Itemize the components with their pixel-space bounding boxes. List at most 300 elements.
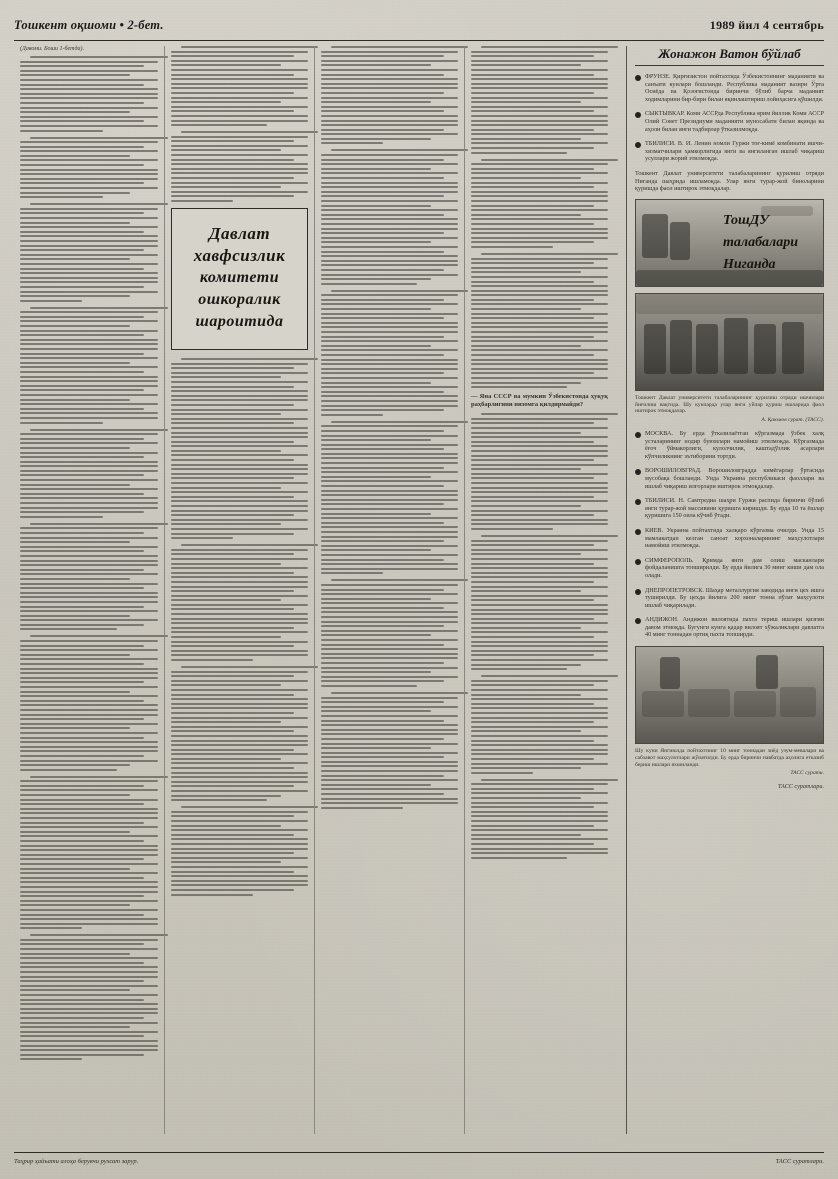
text-line xyxy=(331,579,468,581)
text-line xyxy=(471,721,594,723)
text-line xyxy=(471,349,608,351)
text-line xyxy=(321,345,431,347)
text-line xyxy=(471,152,567,154)
text-line xyxy=(20,380,158,382)
text-line xyxy=(20,989,130,991)
text-line xyxy=(321,513,431,515)
text-line xyxy=(20,858,144,860)
text-line xyxy=(321,503,444,505)
text-line xyxy=(30,523,168,525)
text-line xyxy=(321,706,458,708)
text-line xyxy=(471,581,594,583)
text-column-3 xyxy=(314,46,464,1134)
text-line xyxy=(20,1045,158,1047)
text-line xyxy=(20,709,158,711)
text-line xyxy=(321,64,431,66)
rail-news-list-bottom xyxy=(635,430,824,639)
text-line xyxy=(471,618,594,620)
text-line xyxy=(321,611,458,613)
text-line xyxy=(471,730,581,732)
text-line xyxy=(171,390,308,392)
text-line xyxy=(321,218,458,220)
text-line xyxy=(321,294,458,296)
text-line xyxy=(471,336,594,338)
text-line xyxy=(481,159,618,161)
text-line xyxy=(20,1058,82,1060)
text-line xyxy=(471,510,608,512)
text-line xyxy=(171,712,294,714)
text-line xyxy=(471,788,594,790)
text-line xyxy=(471,848,608,850)
text-line xyxy=(20,1026,130,1028)
text-line xyxy=(471,258,608,260)
text-line xyxy=(471,241,594,243)
caption-credit: А. Қаюмов сурат. (ТАСС). xyxy=(761,417,824,424)
text-line xyxy=(30,307,168,309)
text-line xyxy=(20,649,158,651)
text-line xyxy=(321,154,458,156)
text-line xyxy=(171,586,308,588)
text-line xyxy=(20,399,130,401)
text-line xyxy=(171,432,308,434)
text-line xyxy=(321,386,458,388)
text-line xyxy=(20,881,158,883)
photo-construction xyxy=(635,199,824,287)
text-line xyxy=(471,368,608,370)
text-line xyxy=(20,155,130,157)
text-line xyxy=(321,209,458,211)
text-line xyxy=(171,78,308,80)
text-line xyxy=(171,636,281,638)
text-line xyxy=(20,999,144,1001)
text-line xyxy=(181,46,318,48)
text-line xyxy=(321,453,458,455)
text-line xyxy=(321,676,458,678)
text-line xyxy=(321,710,431,712)
text-paragraph xyxy=(20,56,158,132)
text-line xyxy=(321,340,458,342)
text-line xyxy=(20,672,158,674)
headline-line-3: ошкоралик xyxy=(198,291,281,308)
text-line xyxy=(20,357,158,359)
text-line xyxy=(321,634,431,636)
text-line xyxy=(171,645,294,647)
text-line xyxy=(171,537,233,539)
text-paragraph xyxy=(321,46,458,144)
text-line xyxy=(321,349,458,351)
text-line xyxy=(471,622,608,624)
text-line xyxy=(30,776,168,778)
text-line xyxy=(20,493,144,495)
text-line xyxy=(171,418,308,420)
text-line xyxy=(20,1031,158,1033)
text-line xyxy=(471,78,608,80)
text-line xyxy=(321,205,431,207)
text-line xyxy=(471,505,581,507)
headline-line-2: комитети xyxy=(199,269,280,286)
text-line xyxy=(171,454,308,456)
text-line xyxy=(171,618,308,620)
text-line xyxy=(321,568,458,570)
text-line xyxy=(321,490,458,492)
text-line xyxy=(321,784,431,786)
right-rail xyxy=(626,46,824,1134)
text-line xyxy=(471,802,608,804)
text-line xyxy=(321,313,458,315)
text-line xyxy=(471,142,608,144)
text-line xyxy=(471,445,608,447)
text-paragraph xyxy=(471,675,608,773)
text-line xyxy=(171,182,308,184)
news-head xyxy=(635,587,824,610)
text-line xyxy=(20,74,130,76)
text-paragraph xyxy=(20,429,158,518)
text-line xyxy=(321,494,458,496)
text-line xyxy=(20,918,158,920)
text-line xyxy=(321,395,458,397)
text-line xyxy=(471,553,581,555)
bullet-icon xyxy=(635,75,641,81)
text-line xyxy=(321,177,444,179)
text-line xyxy=(321,467,444,469)
text-line xyxy=(20,527,158,529)
text-line xyxy=(471,138,581,140)
text-line xyxy=(471,749,608,751)
text-line xyxy=(321,264,458,266)
text-line xyxy=(20,1008,158,1010)
text-line xyxy=(20,686,158,688)
text-line xyxy=(321,430,444,432)
news-head xyxy=(635,467,824,490)
rail-agency-credit: ТАСС суратлари. xyxy=(777,783,824,791)
text-line xyxy=(171,781,308,783)
text-line xyxy=(20,507,158,509)
text-line xyxy=(471,468,581,470)
text-paragraph xyxy=(20,523,158,631)
text-line xyxy=(20,923,158,925)
text-line xyxy=(471,459,594,461)
text-line xyxy=(20,760,158,762)
text-line xyxy=(321,51,458,53)
text-line xyxy=(321,195,444,197)
text-line xyxy=(20,502,158,504)
text-line xyxy=(471,133,608,135)
text-line xyxy=(171,523,281,525)
bullet-icon xyxy=(635,112,641,118)
text-line xyxy=(20,628,117,630)
text-line xyxy=(471,308,581,310)
text-line xyxy=(171,87,308,89)
text-line xyxy=(321,715,458,717)
text-line xyxy=(321,476,431,478)
text-line xyxy=(20,295,130,297)
text-line xyxy=(331,149,468,151)
text-line xyxy=(321,724,458,726)
text-line xyxy=(171,671,308,673)
text-line xyxy=(20,789,158,791)
text-line xyxy=(321,563,458,565)
text-line xyxy=(471,386,567,388)
text-line xyxy=(20,826,158,828)
masthead xyxy=(14,18,824,41)
text-line xyxy=(20,845,158,847)
text-line xyxy=(171,477,294,479)
text-line xyxy=(20,65,144,67)
column-2-body-top xyxy=(171,46,308,202)
text-line xyxy=(171,659,253,661)
news-head xyxy=(635,527,824,550)
text-line xyxy=(171,514,294,516)
news-body: ТБИЛИСИ. Н. Самтредиа шаҳри Гуржи распида биринчи бўлиб янги турар-жой массивини қуришга киришди. Бу ерда 10 та ёшлар қуришига 150 оила кўчиб ўтади. xyxy=(645,497,824,520)
text-paragraph xyxy=(171,544,308,661)
text-line xyxy=(20,173,158,175)
text-line xyxy=(321,255,458,257)
text-line xyxy=(471,237,608,239)
text-line xyxy=(471,363,608,365)
text-line xyxy=(321,308,431,310)
caption-credit: ТАСС сурати. xyxy=(790,770,824,777)
text-line xyxy=(471,843,594,845)
text-line xyxy=(321,186,458,188)
text-line xyxy=(321,223,458,225)
text-line xyxy=(171,195,294,197)
text-line xyxy=(321,191,458,193)
text-line xyxy=(471,500,608,502)
text-line xyxy=(20,366,158,368)
text-line xyxy=(20,704,158,706)
bullet-icon xyxy=(635,432,641,438)
text-line xyxy=(171,487,281,489)
text-line xyxy=(20,560,158,562)
text-line xyxy=(171,772,308,774)
text-line xyxy=(471,482,608,484)
text-line xyxy=(471,496,594,498)
text-line xyxy=(321,115,458,117)
text-line xyxy=(20,325,130,327)
text-line xyxy=(20,320,158,322)
text-line xyxy=(171,376,281,378)
text-line xyxy=(171,576,308,578)
text-line xyxy=(20,868,130,870)
text-line xyxy=(321,685,417,687)
text-line xyxy=(20,208,158,210)
text-line xyxy=(321,508,458,510)
text-line xyxy=(321,133,458,135)
text-line xyxy=(171,654,308,656)
text-line xyxy=(321,572,383,574)
text-line xyxy=(471,377,608,379)
text-line xyxy=(471,232,608,234)
text-line xyxy=(471,703,594,705)
text-line xyxy=(171,549,308,551)
text-line xyxy=(471,74,594,76)
text-line xyxy=(20,962,144,964)
text-line xyxy=(471,209,608,211)
text-line xyxy=(20,107,158,109)
text-line xyxy=(471,753,608,755)
text-line xyxy=(20,799,158,801)
text-paragraph xyxy=(321,421,458,575)
text-line xyxy=(471,680,608,682)
text-line xyxy=(20,803,144,805)
text-line xyxy=(171,740,308,742)
text-line xyxy=(471,735,608,737)
text-line xyxy=(321,697,458,699)
text-line xyxy=(471,726,608,728)
text-line xyxy=(20,849,158,851)
bullet-icon xyxy=(635,142,641,148)
footer-left-note: Таҳрир ҳайъати алоҳа берувчи рухсат зарур. xyxy=(14,1157,139,1165)
text-line xyxy=(471,829,608,831)
text-line xyxy=(321,765,458,767)
text-line xyxy=(321,480,458,482)
text-paragraph xyxy=(20,776,158,930)
text-line xyxy=(20,277,158,279)
text-line xyxy=(471,792,608,794)
text-line xyxy=(471,354,594,356)
text-line xyxy=(171,101,281,103)
text-paragraph xyxy=(20,137,158,199)
text-line xyxy=(481,779,618,781)
text-line xyxy=(20,159,158,161)
text-line xyxy=(471,558,608,560)
text-line xyxy=(171,650,308,652)
text-line xyxy=(20,976,158,978)
bullet-icon xyxy=(635,499,641,505)
text-line xyxy=(471,650,608,652)
photo-workers-caption xyxy=(635,395,824,424)
text-line xyxy=(171,83,308,85)
text-line xyxy=(321,414,383,416)
text-line xyxy=(471,567,608,569)
text-line xyxy=(171,519,308,521)
text-line xyxy=(471,783,608,785)
text-line xyxy=(471,563,594,565)
text-line xyxy=(171,422,294,424)
text-line xyxy=(481,413,618,415)
text-line xyxy=(321,589,444,591)
text-line xyxy=(171,191,308,193)
text-line xyxy=(321,522,444,524)
text-line xyxy=(20,645,144,647)
text-line xyxy=(20,417,158,419)
text-line xyxy=(171,505,308,507)
text-line xyxy=(321,168,431,170)
news-item xyxy=(635,557,824,580)
text-line xyxy=(171,482,308,484)
column-4-body xyxy=(471,46,608,859)
text-line xyxy=(321,377,458,379)
text-line xyxy=(20,268,144,270)
text-line xyxy=(471,382,581,384)
text-line xyxy=(471,694,581,696)
text-line xyxy=(321,798,458,800)
text-line xyxy=(321,462,458,464)
text-line xyxy=(471,712,608,714)
text-line xyxy=(171,843,308,845)
text-line xyxy=(471,223,594,225)
text-line xyxy=(171,468,308,470)
news-head xyxy=(635,73,824,103)
text-line xyxy=(321,336,444,338)
text-line xyxy=(471,613,608,615)
text-line xyxy=(20,178,158,180)
text-line xyxy=(171,473,308,475)
text-line xyxy=(171,608,294,610)
text-line xyxy=(171,177,294,179)
text-line xyxy=(171,790,308,792)
text-line xyxy=(471,436,608,438)
text-line xyxy=(20,601,158,603)
text-line xyxy=(471,811,608,813)
text-line xyxy=(471,195,608,197)
text-line xyxy=(171,404,294,406)
text-line xyxy=(171,445,308,447)
text-line xyxy=(171,500,308,502)
text-line xyxy=(171,776,308,778)
text-line xyxy=(20,971,158,973)
text-line xyxy=(20,394,158,396)
text-line xyxy=(20,994,158,996)
text-line xyxy=(171,441,294,443)
text-line xyxy=(471,326,608,328)
text-line xyxy=(20,196,103,198)
text-paragraph xyxy=(171,358,308,539)
text-line xyxy=(321,747,431,749)
text-line xyxy=(321,163,458,165)
text-line xyxy=(20,1049,158,1051)
text-line xyxy=(471,110,594,112)
text-line xyxy=(321,621,458,623)
text-line xyxy=(171,558,308,560)
text-line xyxy=(471,707,608,709)
text-line xyxy=(471,92,594,94)
text-paragraph xyxy=(171,131,308,202)
text-paragraph xyxy=(471,46,608,154)
text-line xyxy=(20,718,144,720)
text-line xyxy=(321,630,458,632)
text-line xyxy=(20,70,158,72)
text-line xyxy=(471,276,608,278)
text-line xyxy=(20,484,130,486)
text-line xyxy=(321,802,458,804)
text-line xyxy=(471,124,608,126)
text-line xyxy=(321,667,458,669)
text-line xyxy=(321,299,444,301)
main-headline xyxy=(171,208,308,350)
text-line xyxy=(321,593,458,595)
text-line xyxy=(321,549,431,551)
text-line xyxy=(171,427,308,429)
text-line xyxy=(171,694,294,696)
text-line xyxy=(471,631,608,633)
text-line xyxy=(20,334,144,336)
text-line xyxy=(471,797,581,799)
text-line xyxy=(171,168,308,170)
text-line xyxy=(471,654,594,656)
text-line xyxy=(20,231,144,233)
text-line xyxy=(321,200,458,202)
text-line xyxy=(30,56,168,58)
text-line xyxy=(321,444,458,446)
text-line xyxy=(171,372,308,374)
text-line xyxy=(171,604,308,606)
text-line xyxy=(20,587,144,589)
text-line xyxy=(471,717,608,719)
text-line xyxy=(321,69,458,71)
text-line xyxy=(20,583,158,585)
text-line xyxy=(471,590,581,592)
